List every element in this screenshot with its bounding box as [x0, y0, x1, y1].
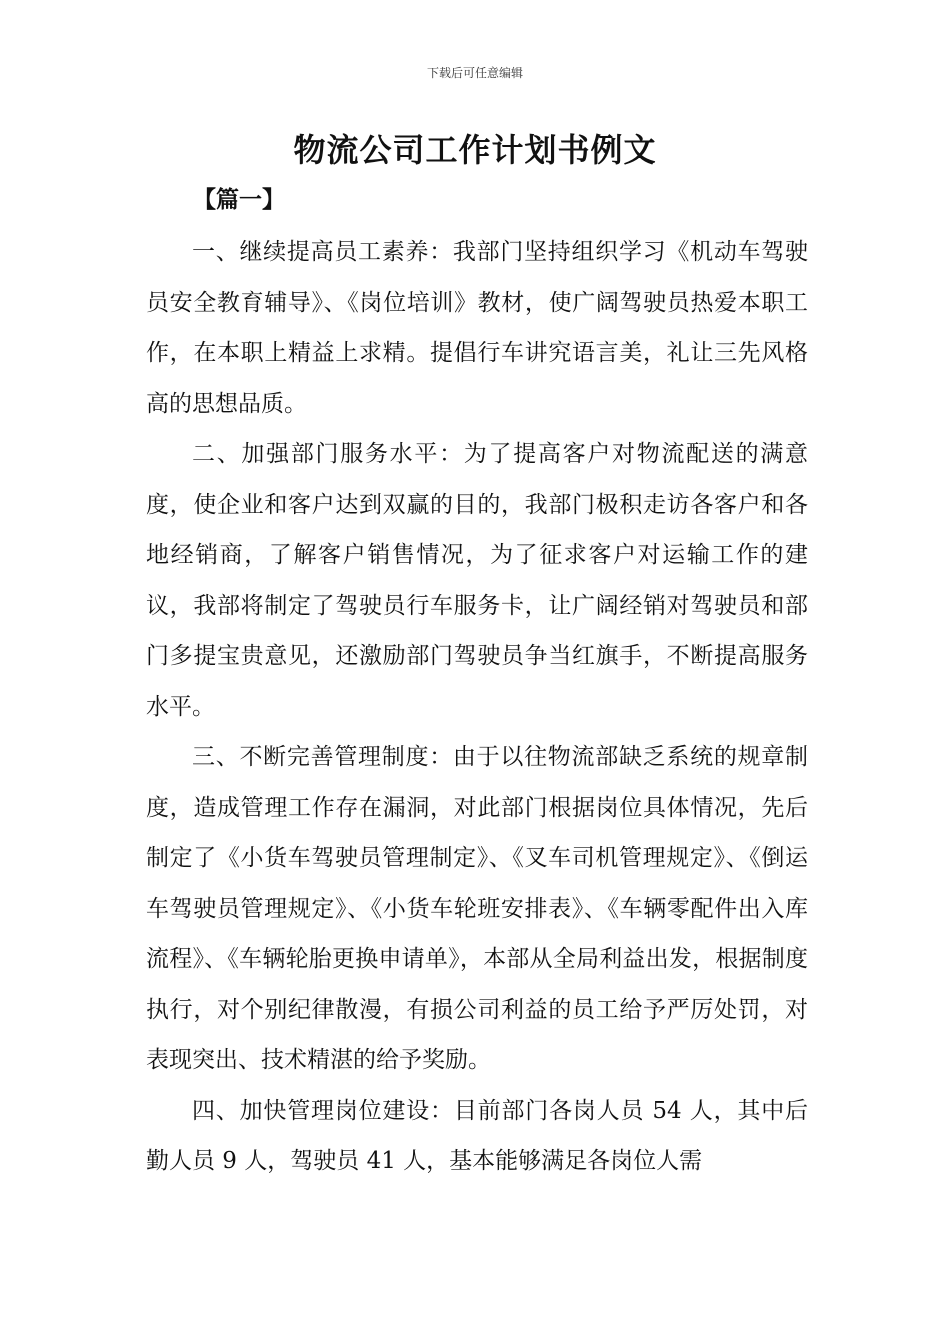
document-body: [146, 227, 808, 1187]
document-title: 物流公司工作计划书例文: [293, 131, 657, 169]
paragraph-4: 四、加快管理岗位建设：目前部门各岗人员 54 人，其中后勤人员 9 人，驾驶员 41 人，基本能够满足各岗位人需: [146, 1097, 808, 1174]
page-header-note: 下载后可任意编辑: [426, 66, 523, 80]
paragraph-1: 一、继续提高员工素养：我部门坚持组织学习《机动车驾驶员安全教育辅导》、《岗位培训》教材，使广阔驾驶员热爱本职工作，在本职上精益上求精。提倡行车讲究语言美，礼让三先风格高的思想品质。: [146, 239, 808, 417]
section-label: 【篇一】: [193, 186, 285, 213]
paragraph-2: 二、加强部门服务水平：为了提高客户对物流配送的满意度，使企业和客户达到双赢的目的，我部门极积走访各客户和各地经销商，了解客户销售情况，为了征求客户对运输工作的建议，我部将制定了驾驶员行车服务卡，让广阔经销对驾驶员和部门多提宝贵意见，还激励部门驾驶员争当红旗手，不断提高服务水平。: [146, 441, 808, 720]
paragraph-3: 三、不断完善管理制度：由于以往物流部缺乏系统的规章制度，造成管理工作存在漏洞，对此部门根据岗位具体情况，先后制定了《小货车驾驶员管理制定》、《叉车司机管理规定》、《倒运车驾驶员管理规定》、《小货车轮班安排表》、《车辆零配件出入库流程》、《车辆轮胎更换申请单》，本部从全局利益出发，根据制度执行，对个别纪律散漫，有损公司利益的员工给予严厉处罚，对表现突出、技术精湛的给予奖励。: [146, 744, 808, 1073]
